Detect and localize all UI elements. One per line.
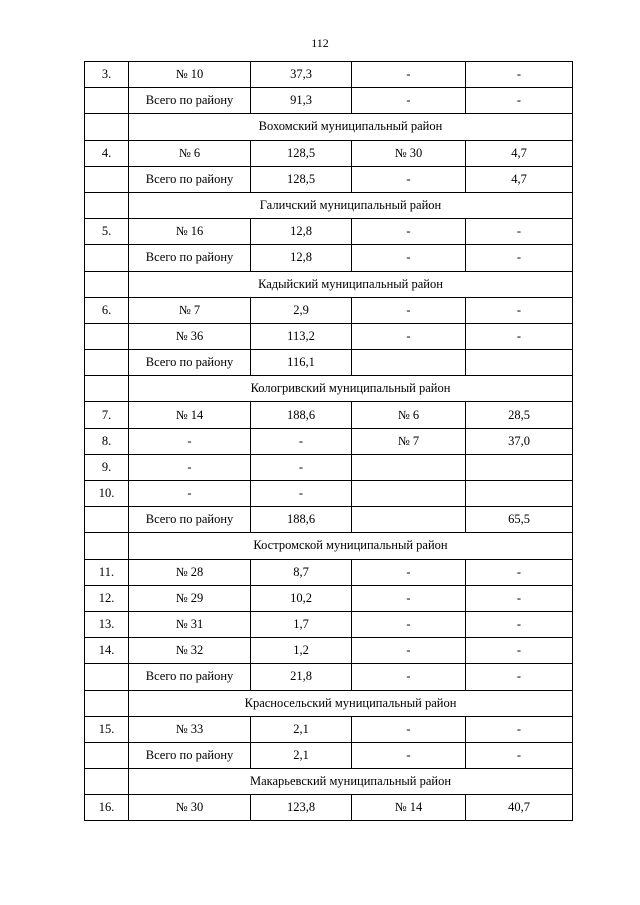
table-row: [85, 297, 573, 323]
object-cell: -: [129, 454, 251, 480]
table-row: [85, 585, 573, 611]
value-2-cell: 65,5: [466, 507, 573, 533]
row-number-cell: 4.: [85, 140, 129, 166]
table-body: [85, 62, 573, 821]
value-cell: 8,7: [251, 559, 352, 585]
object-2-cell: № 30: [352, 140, 466, 166]
page-number: 112: [311, 36, 329, 50]
section-header-row: [85, 376, 573, 402]
table-row: [85, 611, 573, 637]
table-row: [85, 88, 573, 114]
value-cell: 2,9: [251, 297, 352, 323]
table-row: [85, 638, 573, 664]
value-2-cell: -: [466, 559, 573, 585]
value-2-cell: -: [466, 716, 573, 742]
table-row: [85, 454, 573, 480]
row-number-cell: [85, 192, 129, 218]
object-2-cell: -: [352, 559, 466, 585]
district-name-cell: Костромской муниципальный район: [129, 533, 573, 559]
table-row: [85, 140, 573, 166]
row-number-cell: 15.: [85, 716, 129, 742]
value-2-cell: -: [466, 219, 573, 245]
value-2-cell: -: [466, 88, 573, 114]
object-2-cell: [352, 481, 466, 507]
district-name-cell: Вохомский муниципальный район: [129, 114, 573, 140]
value-2-cell: -: [466, 245, 573, 271]
object-2-cell: -: [352, 245, 466, 271]
object-2-cell: -: [352, 611, 466, 637]
table-row: [85, 559, 573, 585]
section-header-row: [85, 533, 573, 559]
value-cell: -: [251, 428, 352, 454]
table-row: [85, 62, 573, 88]
row-number-cell: 7.: [85, 402, 129, 428]
value-cell: 128,5: [251, 140, 352, 166]
object-2-cell: -: [352, 219, 466, 245]
value-2-cell: 40,7: [466, 795, 573, 821]
district-name-cell: Кологривский муниципальный район: [129, 376, 573, 402]
table-row: [85, 481, 573, 507]
value-cell: 116,1: [251, 350, 352, 376]
object-2-cell: [352, 350, 466, 376]
table-row: [85, 795, 573, 821]
district-name-cell: Красносельский муниципальный район: [129, 690, 573, 716]
object-2-cell: -: [352, 88, 466, 114]
row-number-cell: [85, 507, 129, 533]
table-row: [85, 742, 573, 768]
object-2-cell: № 14: [352, 795, 466, 821]
value-cell: 1,2: [251, 638, 352, 664]
value-cell: 37,3: [251, 62, 352, 88]
object-cell: № 14: [129, 402, 251, 428]
object-2-cell: -: [352, 716, 466, 742]
object-cell: № 36: [129, 323, 251, 349]
object-cell: Всего по району: [129, 507, 251, 533]
object-cell: Всего по району: [129, 88, 251, 114]
district-name-cell: Галичский муниципальный район: [129, 192, 573, 218]
value-cell: 12,8: [251, 245, 352, 271]
object-2-cell: -: [352, 585, 466, 611]
row-number-cell: [85, 742, 129, 768]
row-number-cell: 12.: [85, 585, 129, 611]
value-cell: 10,2: [251, 585, 352, 611]
object-cell: -: [129, 481, 251, 507]
section-header-row: [85, 114, 573, 140]
value-cell: 2,1: [251, 742, 352, 768]
section-header-row: [85, 690, 573, 716]
value-2-cell: 4,7: [466, 140, 573, 166]
table-row: [85, 716, 573, 742]
value-2-cell: -: [466, 664, 573, 690]
value-2-cell: -: [466, 742, 573, 768]
table-row: [85, 245, 573, 271]
value-cell: 21,8: [251, 664, 352, 690]
value-cell: 188,6: [251, 507, 352, 533]
value-2-cell: 28,5: [466, 402, 573, 428]
row-number-cell: [85, 376, 129, 402]
row-number-cell: 13.: [85, 611, 129, 637]
table-row: [85, 428, 573, 454]
row-number-cell: [85, 664, 129, 690]
value-2-cell: -: [466, 297, 573, 323]
row-number-cell: 6.: [85, 297, 129, 323]
value-2-cell: -: [466, 62, 573, 88]
value-2-cell: [466, 481, 573, 507]
row-number-cell: [85, 533, 129, 559]
object-cell: Всего по району: [129, 350, 251, 376]
object-2-cell: -: [352, 166, 466, 192]
value-cell: 91,3: [251, 88, 352, 114]
section-header-row: [85, 192, 573, 218]
object-cell: -: [129, 428, 251, 454]
object-2-cell: -: [352, 62, 466, 88]
value-2-cell: -: [466, 585, 573, 611]
object-cell: № 16: [129, 219, 251, 245]
value-cell: -: [251, 481, 352, 507]
value-2-cell: -: [466, 323, 573, 349]
district-name-cell: Макарьевский муниципальный район: [129, 769, 573, 795]
object-cell: № 30: [129, 795, 251, 821]
table-row: [85, 402, 573, 428]
row-number-cell: 14.: [85, 638, 129, 664]
value-2-cell: [466, 350, 573, 376]
row-number-cell: 16.: [85, 795, 129, 821]
object-2-cell: -: [352, 664, 466, 690]
table-row: [85, 664, 573, 690]
row-number-cell: [85, 769, 129, 795]
row-number-cell: [85, 271, 129, 297]
row-number-cell: [85, 166, 129, 192]
object-2-cell: -: [352, 323, 466, 349]
object-cell: № 29: [129, 585, 251, 611]
value-cell: 12,8: [251, 219, 352, 245]
row-number-cell: [85, 114, 129, 140]
value-cell: 2,1: [251, 716, 352, 742]
table-row: [85, 350, 573, 376]
object-cell: № 28: [129, 559, 251, 585]
object-cell: № 10: [129, 62, 251, 88]
row-number-cell: 8.: [85, 428, 129, 454]
table-row: [85, 507, 573, 533]
value-2-cell: [466, 454, 573, 480]
value-2-cell: 4,7: [466, 166, 573, 192]
row-number-cell: 5.: [85, 219, 129, 245]
object-2-cell: № 6: [352, 402, 466, 428]
object-2-cell: [352, 507, 466, 533]
object-cell: Всего по району: [129, 664, 251, 690]
object-cell: Всего по району: [129, 742, 251, 768]
object-2-cell: -: [352, 638, 466, 664]
row-number-cell: 9.: [85, 454, 129, 480]
object-cell: № 33: [129, 716, 251, 742]
value-cell: 128,5: [251, 166, 352, 192]
value-cell: -: [251, 454, 352, 480]
row-number-cell: 11.: [85, 559, 129, 585]
object-cell: Всего по району: [129, 245, 251, 271]
row-number-cell: [85, 245, 129, 271]
row-number-cell: 10.: [85, 481, 129, 507]
value-cell: 1,7: [251, 611, 352, 637]
row-number-cell: 3.: [85, 62, 129, 88]
section-header-row: [85, 769, 573, 795]
object-cell: Всего по району: [129, 166, 251, 192]
row-number-cell: [85, 690, 129, 716]
value-2-cell: -: [466, 638, 573, 664]
object-2-cell: -: [352, 297, 466, 323]
object-cell: № 31: [129, 611, 251, 637]
section-header-row: [85, 271, 573, 297]
table-row: [85, 323, 573, 349]
object-2-cell: № 7: [352, 428, 466, 454]
object-2-cell: [352, 454, 466, 480]
value-cell: 113,2: [251, 323, 352, 349]
district-name-cell: Кадыйский муниципальный район: [129, 271, 573, 297]
data-table: [84, 61, 573, 821]
row-number-cell: [85, 323, 129, 349]
object-cell: № 6: [129, 140, 251, 166]
value-cell: 188,6: [251, 402, 352, 428]
row-number-cell: [85, 88, 129, 114]
value-2-cell: 37,0: [466, 428, 573, 454]
value-cell: 123,8: [251, 795, 352, 821]
table-row: [85, 166, 573, 192]
object-cell: № 7: [129, 297, 251, 323]
object-2-cell: -: [352, 742, 466, 768]
row-number-cell: [85, 350, 129, 376]
value-2-cell: -: [466, 611, 573, 637]
object-cell: № 32: [129, 638, 251, 664]
table-row: [85, 219, 573, 245]
